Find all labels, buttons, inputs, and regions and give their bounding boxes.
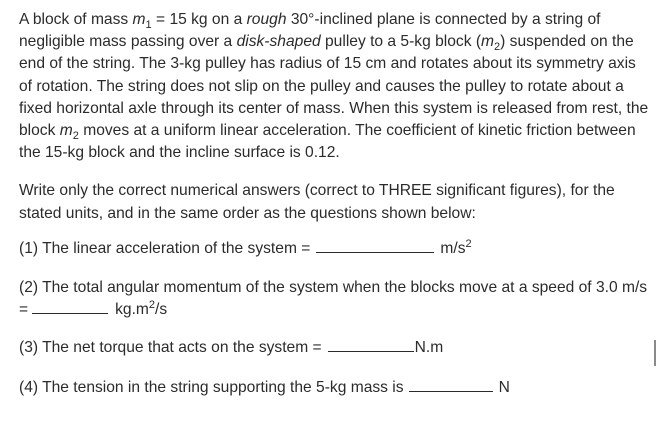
question-content bbox=[19, 9, 651, 399]
problem-text: moves at a uniform linear acceleration. The coefficient of kinetic friction between the 15-kg block and the incline surface is 0.12. bbox=[19, 122, 636, 162]
question-1 bbox=[19, 238, 651, 260]
unit-label: m/s bbox=[440, 239, 466, 257]
instructions: Write only the correct numerical answers (correct to THREE significant figures), for the stated units, and in the same order as the questions shown below: bbox=[19, 182, 615, 222]
question-1-text: (1) The linear acceleration of the system = bbox=[19, 239, 311, 257]
question-2-text: (2) The total angular momentum of the system when the blocks move at a speed of 3.0 m/s = bbox=[19, 278, 648, 318]
scrollbar-edge bbox=[654, 340, 656, 366]
problem-text: A block of mass bbox=[19, 11, 133, 28]
emphasis-disk-shaped: disk-shaped bbox=[236, 33, 321, 51]
unit-label: N bbox=[498, 378, 510, 396]
mass-variable: m bbox=[59, 122, 73, 140]
unit-label: N.m bbox=[414, 338, 444, 356]
question-3 bbox=[19, 337, 651, 359]
mass-subscript: 2 bbox=[72, 130, 79, 143]
unit-exponent: 2 bbox=[148, 298, 156, 311]
mass-subscript: 1 bbox=[145, 19, 152, 32]
answer-blank-4[interactable] bbox=[409, 377, 493, 392]
question-4-text: (4) The tension in the string supporting the 5-kg mass is bbox=[19, 378, 404, 396]
question-4 bbox=[19, 377, 651, 399]
question-2 bbox=[19, 277, 651, 321]
answer-blank-2[interactable] bbox=[32, 299, 108, 314]
answer-blank-3[interactable] bbox=[328, 337, 414, 352]
answer-blank-1[interactable] bbox=[316, 238, 434, 253]
unit-label: /s bbox=[155, 300, 168, 318]
mass-subscript: 2 bbox=[494, 41, 501, 54]
problem-text: ) suspended on the end of the string. The 3-kg pulley has radius of 15 cm and rotates about its symmetry axis of rotation. The string does not slip on the pulley and causes the pulley to rotate about a fixed horizontal axle through its center of mass. When this system is released from rest, the block bbox=[19, 33, 649, 140]
problem-text: 30°-inclined plane is connected by a string of negligible mass passing over a bbox=[19, 11, 601, 51]
unit-exponent: 2 bbox=[465, 237, 472, 250]
problem-text: pulley to a 5-kg block ( bbox=[320, 33, 482, 51]
mass-variable: m bbox=[132, 11, 146, 28]
problem-statement bbox=[19, 9, 651, 164]
unit-label: kg.m bbox=[115, 300, 149, 318]
mass-variable: m bbox=[481, 33, 495, 51]
problem-text: = 15 kg on a bbox=[151, 11, 247, 28]
question-3-text: (3) The net torque that acts on the system = bbox=[19, 338, 322, 356]
emphasis-rough: rough bbox=[246, 11, 287, 28]
